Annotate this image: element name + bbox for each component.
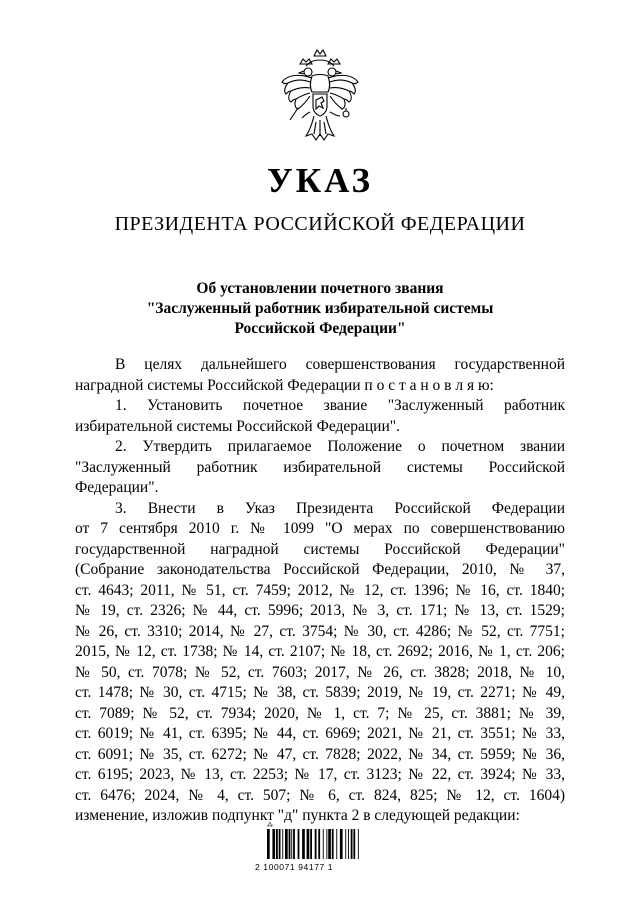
body-line: ст. 6195; 2023, № 13, ст. 2253; № 17, ст. 3123; № 22, ст. 3924; № 33,	[75, 766, 565, 783]
barcode-bar	[267, 829, 270, 859]
body-line: 2. Утвердить прилагаемое Положение о почетном звании	[115, 438, 565, 455]
body-line: от 7 сентября 2010 г. № 1099 "О мерах по совершенствованию	[75, 520, 565, 537]
barcode-bar	[285, 829, 288, 859]
barcode-bar	[345, 829, 346, 859]
barcode-bar	[272, 829, 275, 859]
heading-line: Об установлении почетного звания	[196, 280, 444, 297]
barcode-bar	[353, 829, 355, 859]
body-line: государственной наградной системы Российской Федерации"	[75, 540, 565, 558]
decree-body	[75, 355, 565, 827]
body-line: Федерации".	[75, 479, 159, 496]
barcode-bar	[323, 829, 324, 859]
heading-line: "Заслуженный работник избирательной системы	[146, 300, 494, 317]
barcode-bar	[358, 829, 359, 859]
body-line: 3. Внести в Указ Президента Российской Федерации	[115, 499, 565, 517]
body-line: В целях дальнейшего совершенствования государственной	[115, 356, 565, 373]
barcode-mark: ⁂	[267, 822, 273, 829]
body-line: № 19, ст. 2326; № 44, ст. 5996; 2013, № 3, ст. 171; № 13, ст. 1529;	[75, 602, 565, 619]
barcode-bar	[351, 829, 353, 859]
barcode-bar	[315, 829, 317, 859]
body-line: ст. 6091; № 35, ст. 6272; № 47, ст. 7828; 2022, № 34, ст. 5959; № 36,	[75, 745, 565, 763]
barcode-bar	[340, 829, 343, 859]
body-line: (Собрание законодательства Российской Федерации, 2010, № 37,	[75, 561, 565, 578]
decree-title: УКАЗ	[267, 161, 373, 200]
barcode-bar	[328, 829, 331, 859]
body-line: ст. 4643; 2011, № 51, ст. 7459; 2012, № 12, ст. 1396; № 16, ст. 1840;	[75, 581, 565, 599]
barcode-bar	[336, 829, 337, 859]
coat-of-arms-icon	[276, 48, 364, 148]
barcode-bar	[332, 829, 334, 859]
barcode-bar	[310, 829, 312, 859]
barcode-bar	[348, 829, 349, 859]
barcode-bar	[291, 829, 292, 859]
body-line: наградной системы Российской Федерации п о с т а н о в л я ю:	[75, 376, 494, 394]
body-line: № 50, ст. 7078; № 52, ст. 7603; 2017, № 26, ст. 3828; 2018, № 10,	[75, 663, 565, 681]
barcode-bar	[289, 829, 291, 859]
body-line: ст. 6019; № 41, ст. 6395; № 44, ст. 6969; 2021, № 21, ст. 3551; № 33,	[75, 725, 565, 742]
barcode-bar	[318, 829, 320, 859]
barcode-bar	[307, 829, 310, 859]
barcode-bar	[298, 829, 300, 859]
barcode-bar	[282, 829, 283, 859]
body-line: ст. 1478; № 30, ст. 4715; № 38, ст. 5839; 2019, № 19, ст. 2271; № 49,	[75, 684, 565, 701]
body-line: изменение, изложив подпункт "д" пункта 2 в следующей редакции:	[75, 807, 520, 824]
body-line: № 26, ст. 3310; 2014, № 27, ст. 3754; № 30, ст. 4286; № 52, ст. 7751;	[75, 622, 565, 640]
body-line: избирательной системы Российской Федерации".	[75, 417, 400, 435]
heading-line: Российской Федерации"	[234, 320, 406, 337]
barcode-bar	[293, 829, 295, 859]
barcode-bar	[326, 829, 327, 859]
decree-heading	[0, 279, 640, 339]
barcode-icon	[255, 820, 385, 864]
barcode-bar	[279, 829, 281, 859]
body-line: ст. 6476; 2024, № 4, ст. 507; № 6, ст. 824, 825; № 12, ст. 1604)	[75, 786, 565, 804]
body-line: 2015, № 12, ст. 1738; № 14, ст. 2107; № 18, ст. 2692; 2016, № 1, ст. 206;	[75, 643, 565, 660]
body-line: "Заслуженный работник избирательной системы Российской	[75, 458, 565, 476]
decree-subtitle: ПРЕЗИДЕНТА РОССИЙСКОЙ ФЕДЕРАЦИИ	[114, 213, 526, 235]
body-line: ст. 7089; № 52, ст. 7934; 2020, № 1, ст. 7; № 25, ст. 3881; № 39,	[75, 704, 565, 722]
barcode-number: 2 100071 94177 1	[255, 862, 334, 872]
body-line: 1. Установить почетное звание "Заслуженный работник	[115, 397, 565, 414]
barcode-bar	[302, 829, 305, 859]
barcode-bar	[276, 829, 278, 859]
